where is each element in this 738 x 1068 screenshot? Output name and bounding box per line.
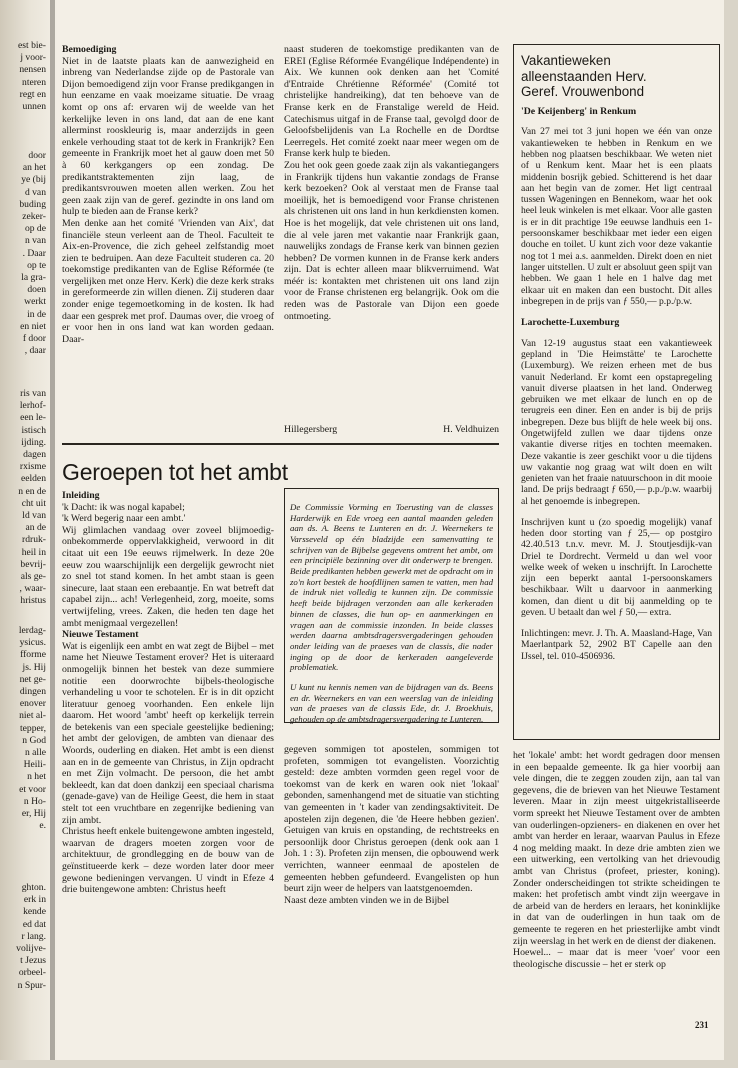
sidebar-body	[521, 106, 712, 662]
section-heading: Inleiding	[62, 490, 100, 501]
margin-fragment-line: js. Hij	[22, 661, 46, 673]
margin-fragment-line: op te	[27, 259, 46, 271]
paragraph: Inlichtingen: mevr. J. Th. A. Maasland-Hage, Van Maerlantpark 52, 2902 BT Capelle aan den IJssel, tel. 010-4506936.	[521, 627, 712, 662]
margin-fragment-line: dingen	[19, 686, 46, 698]
paragraph: het 'lokale' ambt: het wordt gedragen door mensen in een bepaalde gemeente. Ik ga hier voorbij aan vele dingen, die te zeggen zouden zijn, aan tal van gegevens, die de brieven van het Nieuwe Testament leveren. Maar in zijn meest uitgekristalliseerde vorm spreekt het Nieuwe Testament over de ambten van ouderlingen-opzieners- en diakenen en over het ambt van herder en leraar, waarvan Paulus in Efeze 4 nog melding maakt. In deze drie ambten zien we een uitwerking, een vertolking van het drievoudig ambt van Christus (profeet, priester, koning). Zonder onderscheidingen tot strikte scheidingen te maken: het profetisch ambt vindt zijn weergave in de arbeid van de herders en leraars, het koninklijke in dat van de ouderlingen in hun taak om de gemeente te regeren en het priesterlijke ambt vindt zijn weerslag in het werk en de dienst der diakenen.	[513, 750, 720, 947]
margin-fragment-line: n God	[22, 734, 46, 746]
previous-page-fragment-end	[0, 882, 46, 992]
paragraph: gegeven sommigen tot apostelen, sommigen tot profeten, sommigen tot evangelisten. Voorzichtig gesteld: deze ambten vormden geen regel voor de toekomst van de kerk en waren ook niet 'lokaal' gebonden, samenhangend met de situatie van stichting van gemeenten in 't kader van zendingsaktiviteit. De apostelen zijn degenen, die 'de Heere hebben gezien'. Getuigen van kruis en opstanding, de rechtstreeks en persoonlijk door Christus geroepen (denk ook aan 1 Joh. 1 : 3). Profeten zijn mensen, die opbouwend werk verrichten, wanneer eenmaal de apostelen de gemeenten hebben gefundeerd. Evangelisten op hun beurt zijn weer de helpers van laatstgenoemden.	[284, 744, 499, 895]
margin-fragment-line: ld van	[22, 510, 46, 522]
margin-fragment-line: n alle	[24, 747, 46, 759]
margin-fragment-line: tepper,	[20, 722, 46, 734]
sidebar-subheading: Larochette-Luxemburg	[521, 316, 620, 328]
sidebar-title	[521, 53, 712, 100]
previous-page-fragment-top	[0, 40, 46, 113]
margin-fragment-line: er, Hij	[21, 808, 46, 820]
margin-fragment-line: nteren	[22, 76, 46, 88]
margin-fragment-line: n en de	[18, 485, 46, 497]
margin-fragment-line: ye (bij	[21, 174, 46, 186]
previous-page-fragment-lower	[0, 388, 46, 608]
margin-fragment-line: heil in	[21, 546, 46, 558]
sidebar-box	[513, 44, 720, 740]
paragraph: Inschrijven kunt u (zo spoedig mogelijk) vanaf heden door storting van ƒ 25,— op postgiro 42.40.513 t.n.v. mevr. M. J. Stoutjesdijk-van Driel te Dordrecht. Vermeld u dan wel voor welke week of weken u inschrijft. In Larochette zijn een beperkt aantal 1-persoonskamers beschikbaar. Wilt u daarvoor in aanmerking komen, dan dient u dit bij aanmelding op te geven. U betaalt dan wel ƒ 50,— extra.	[521, 516, 712, 619]
margin-fragment-line: en niet	[20, 320, 46, 332]
quote-line: 'k Dacht: ik was nogal kapabel;	[62, 501, 185, 513]
paragraph: Christus heeft enkele buitengewone ambten ingesteld, waarvan de dragers moeten zorgen voor de architektuur, de grondlegging en de bouw van de geïnstitueerde kerk – deze worden later door meer gewone bedieningen vervangen. U vindt in Efeze 4 drie buitengewone ambten: Christus heeft	[62, 826, 274, 896]
margin-fragment-line: als ge-	[20, 571, 46, 583]
section-divider	[62, 443, 499, 445]
paragraph: De Commissie Vorming en Toerusting van de classes Harderwijk en Ede vroeg een aantal maanden geleden aan ds. A. Beens te Lunteren en dr. J. Weernekers te Varsseveld op één bladzijde een samenvatting te schrijven van de Bijbelse gegevens omtrent het ambt, om een principiële bezinning over dit onderwerp te brengen. Beide predikanten hebben gewerkt met de opdracht om in zo'n kort bestek de hoofdlijnen samen te vatten, men had de indruk niet volledig te kunnen zijn. De commissie heeft beide bijdragen verzonden aan alle kerkeraden binnen de classes, die hun op- en aanmerkingen en vragen aan de commissie inzonden. In beide classes werden daarna ambtsdragersvergaderingen gehouden onder leiding van de praeses van de classis, die nader inging op de door de kerkeraden aangeleverde problematiek.	[290, 501, 493, 673]
margin-fragment-line: ysicus.	[19, 637, 46, 649]
margin-fragment-line: volijve-	[16, 943, 46, 955]
margin-fragment-line: lerdag-	[18, 625, 46, 636]
column2-top	[284, 44, 499, 322]
paragraph: Naast deze ambten vinden we in de Bijbel	[284, 894, 450, 906]
sidebar-subheading: 'De Keijenberg' in Renkum	[521, 105, 637, 117]
margin-fragment-line: r lang.	[21, 930, 46, 942]
margin-fragment-line: n van	[24, 235, 46, 247]
article-column2	[284, 744, 499, 906]
margin-fragment-line: an het	[22, 162, 46, 174]
margin-fragment-line: hristus	[20, 595, 46, 607]
paragraph: Van 27 mei tot 3 juni hopen we één van onze vakantieweken te hebben in Renkum en we hebben nog plaatsen beschikbaar. We weten niet of u Renkum kent. Maar het is een plaats middenin bosrijk gebied. Schitterend is het daar aan het begin van de zomer. Het ligt centraal tussen Wageningen en Bennekom, waar het ook heel leuk winkelen is met elkaar. Voor alle gasten is er in dit prachtige 19e eeuwse landhuis een 1-persoonskamer beschikbaar met ieder een eigen douche en toilet. U kunt zich voor deze vakantie nog tot 1 mei a.s. aanmelden. Direkt doen en niet langer uitstellen. U zult er absoluut geen spijt van hebben. We gaan 1 hele en 1 halve dag met elkaar uit en maken dan een bustocht. Dit alles inbegrepen in de prijs van ƒ 550,— p.p./p.w.	[521, 126, 712, 307]
margin-fragment-line: erk in	[23, 894, 46, 906]
sidebar-title-line: Vakantieweken	[521, 53, 611, 68]
margin-fragment-line: ris van	[20, 388, 46, 399]
margin-fragment-line: d van	[24, 186, 46, 198]
margin-fragment-line: op de	[24, 223, 46, 235]
margin-fragment-line: net ge-	[19, 673, 46, 685]
page-number: 231	[695, 1020, 709, 1030]
margin-fragment-line: bevrij-	[20, 558, 46, 570]
sidebar-title-line: alleenstaanden Herv.	[521, 68, 647, 84]
margin-fragment-line: ed dat	[22, 918, 46, 930]
page-gutter	[50, 0, 55, 1060]
margin-fragment-line: enover	[19, 698, 46, 710]
margin-fragment-line: lerhof-	[19, 400, 46, 412]
column1-top	[62, 44, 274, 345]
margin-fragment-line: fforme	[20, 649, 46, 661]
margin-fragment-line: ijding.	[21, 436, 46, 448]
margin-fragment-line: een le-	[20, 412, 46, 424]
margin-fragment-line: et voor	[19, 783, 46, 795]
margin-fragment-line: n Spur-	[17, 979, 46, 991]
margin-fragment-line: j voor-	[20, 52, 46, 64]
margin-fragment-line: cht uit	[21, 497, 46, 509]
article-signature	[284, 424, 499, 435]
margin-fragment-line: niet al-	[19, 710, 46, 722]
section-heading: Bemoediging	[62, 44, 117, 55]
margin-fragment-line: ghton.	[21, 882, 46, 893]
paragraph: Zou het ook geen goede zaak zijn als vakantiegangers in Frankrijk tijdens hun vakantie zondags de Franse kerk bezoeken? Ook al verstaat men de Franse taal moeilijk, het is bemoedigend voor Franse christenen als christenen uit ons land in hun kerkdiensten komen. Hoe is het mogelijk, dat vele christenen uit ons land, die al vele jaren met vakantie naar Frankrijk gaan, nauwelijks zondags de Franse kerk van binnen gezien hebben? De vormen kunnen in de Franse kerk anders zijn. Dat is echter alleen maar blikverruimend. Wat méér is: kontakten met christenen uit ons land zijn voor de Franse christenen erg belangrijk. Ook om die reden was de Pastorale van Dijon een goede ontmoeting.	[284, 159, 499, 322]
signature-place: Hillegersberg	[284, 424, 338, 435]
paragraph: naast studeren de toekomstige predikanten van de EREI (Eglise Réformée Evangélique Indépendente) in Aix. We kunnen ook denken aan het 'Comité d'Entraide Chrétienne Réformée' (Comité tot christelijke handreiking), dat ten behoeve van de Franse kerk en de Franstalige wereld de Heid. Catechismus uitgaf in de Franse taal, gevolgd door de Geloofsbelijdenis van La Rochelle en de Dordtse Leerregels. Het comité zoekt naar meer wegen om de Franse kerk hulp te bieden.	[284, 44, 499, 160]
paragraph: Van 12-19 augustus staat een vakantieweek gepland in 'Die Heimstätte' te Larochette (Luxemburg). We reizen erheen met de bus vanuit Nederland. Er komt een opstapregeling vanuit diverse plaatsen in het land. Onderweg gebruiken we met elkaar de lunch en op de terugreis een diner. Een en ander is bij de prijs inbegrepen. Deze bus blijft de hele week bij ons. Ongetwijfeld zullen we daar tijdens onze vakantie diverse ritjes en tochten meemaken. Deze vakantie is zeer geschikt voor u die tijdens uw vakantie nog graag wat wilt doen en wilt genieten van het fraaie natuurschoon in dit mooie land. De prijs bedraagt ƒ 650,— p.p./p.w. waarbij al het genoemde is inbegrepen.	[521, 337, 712, 507]
margin-fragment-line: n het	[27, 771, 46, 783]
margin-fragment-line: an de	[25, 522, 46, 534]
margin-fragment-line: . Daar	[22, 247, 46, 259]
margin-fragment-line: doen	[27, 284, 46, 296]
article-intro-box	[284, 488, 499, 723]
margin-fragment-line: nensen	[19, 64, 46, 76]
article-column3	[513, 750, 720, 970]
margin-fragment-line: f door	[22, 333, 46, 345]
article-headline: Geroepen tot het ambt	[62, 459, 288, 485]
paragraph: Wat is eigenlijk een ambt en wat zegt de Bijbel – met name het Nieuwe Testament erover? Het is uiteraard onmogelijk binnen het bestek van deze summiere notitie een doorwrochte bijbels-theologische verhandeling u voor te schotelen. Er is in dit opzicht literatuur genoeg voorhanden. Een enkele lijn daarom. Het woord 'ambt' heeft op kerkelijk terrein de betekenis van een speciale geestelijke bediening; het ambt der gelovigen, de ambten van dienaar des Woords, ouderling en diaken. Het ambt is een dienst aan en in de gemeente van Christus, in Zijn opdracht en met Zijn volmacht. De persoon, die het ambt bekleedt, kan dat doen dankzij een speciaal charisma (genade-gave) van de Heilige Geest, die hem in staat stelt tot een vruchtbare en zegenrijke bediening van zijn ambt.	[62, 640, 274, 826]
paragraph: Men denke aan het comité 'Vrienden van Aix', dat financiële steun verleent aan de Theol. Faculteit te Aix-en-Provence, die zich geheel zelfstandig moet zien te bedruipen. Aan deze Faculteit studeren ca. 20 toekomstige predikanten van de Eglise Réformée (te vergelijken met onze Herv. Kerk) die deze kerk straks in gereformeerde zin willen dienen. Zij studeren daar zonder enige tegemoetkoming in de kosten. Ik had daar een gesprek met prof. Daumas over, die vroeg of er voor hen in ons land wat kan worden gedaan. Daar-	[62, 217, 274, 345]
margin-fragment-line: rxisme	[19, 461, 46, 473]
margin-fragment-line: Heili-	[23, 759, 46, 771]
margin-fragment-line: orbeel-	[18, 967, 46, 979]
section-heading: Nieuwe Testament	[62, 629, 139, 641]
margin-fragment-line: rdruk-	[22, 534, 46, 546]
margin-fragment-line: werkt	[24, 296, 46, 308]
paragraph: Niet in de laatste plaats kan de aanwezigheid en inbreng van Nederlandse zijde op de Pastorale van Dijon bemoedigend zijn voor Franse predikgangen in hun eenzame en vaak moeizame situatie. De vraag komt op ons af: ervaren wij de weelde van het kerkelijke leven in ons land, dat aan de ene kant allerminst rooskleurig is, maar anderzijds in geen enkele verhouding staat tot de kerk in Frankrijk? Een gemeente in Frankrijk moet het al gauw doen met 50 à 60 kerkgangers op een zondag. De predikantstraktementen zijn laag, de predikantsvrouwen moeten allen werken. Zou het geen zaak zijn van de geref. gezindte in ons land om hulp te bieden aan de Franse kerk?	[62, 55, 274, 218]
margin-fragment-line: t Jezus	[20, 955, 46, 967]
paragraph: Wij glimlachen vandaag over zoveel blijmoedig-onbekommerde oppervlakkigheid, verwoord in dit citaat uit een 19e eeuws rijmelwerk. In deze 20e eeuw zou waarschijnlijk een dergelijk gewrocht niet zo snel tot stand komen. In het ambt staan is geen sinecure, laat staan een erebaantje. En wat betreft dat capabel zijn... ach! Verlegenheid, zorg, moeite, soms vertwijfeling, vrees. Zaken, die heden ten dage het ambt menigmaal vergezellen!	[62, 524, 274, 629]
margin-fragment-line: , daar	[24, 345, 46, 357]
sidebar-title-line: Geref. Vrouwenbond	[521, 84, 645, 99]
margin-fragment-line: , waar-	[19, 583, 46, 595]
article-column1	[62, 490, 274, 896]
signature-name: H. Veldhuizen	[443, 424, 499, 435]
previous-page-fragment-middle	[0, 150, 46, 357]
margin-fragment-line: e.	[39, 820, 46, 832]
margin-fragment-line: zeker-	[22, 211, 46, 223]
margin-fragment-line: dagen	[23, 449, 46, 461]
margin-fragment-line: regt en	[19, 88, 46, 100]
paragraph: Hoewel... – maar dat is meer 'voer' voor een theologische discussie – het er sterk op	[513, 947, 720, 970]
margin-fragment-line: la gra-	[21, 272, 46, 284]
margin-fragment-line: istisch	[21, 424, 46, 436]
margin-fragment-line: buding	[19, 198, 46, 210]
quote-line: 'k Werd begerig naar een ambt.'	[62, 513, 186, 525]
margin-fragment-line: door	[28, 150, 46, 161]
margin-fragment-line: kende	[23, 906, 46, 918]
margin-fragment-line: n Ho-	[23, 795, 46, 807]
margin-fragment-line: est bie-	[18, 40, 46, 51]
margin-fragment-line: eelden	[20, 473, 46, 485]
margin-fragment-line: in de	[27, 308, 46, 320]
previous-page-fragment-bottom	[0, 625, 46, 832]
paragraph: U kunt nu kennis nemen van de bijdragen van ds. Beens en dr. Weernekers en van een weerslag van de inleiding van de praeses van de classis Ede, dr. J. Broekhuis, gehouden op de ambtsdragersvergadering te Lunteren.	[290, 681, 493, 724]
margin-fragment-line: unnen	[22, 101, 46, 113]
